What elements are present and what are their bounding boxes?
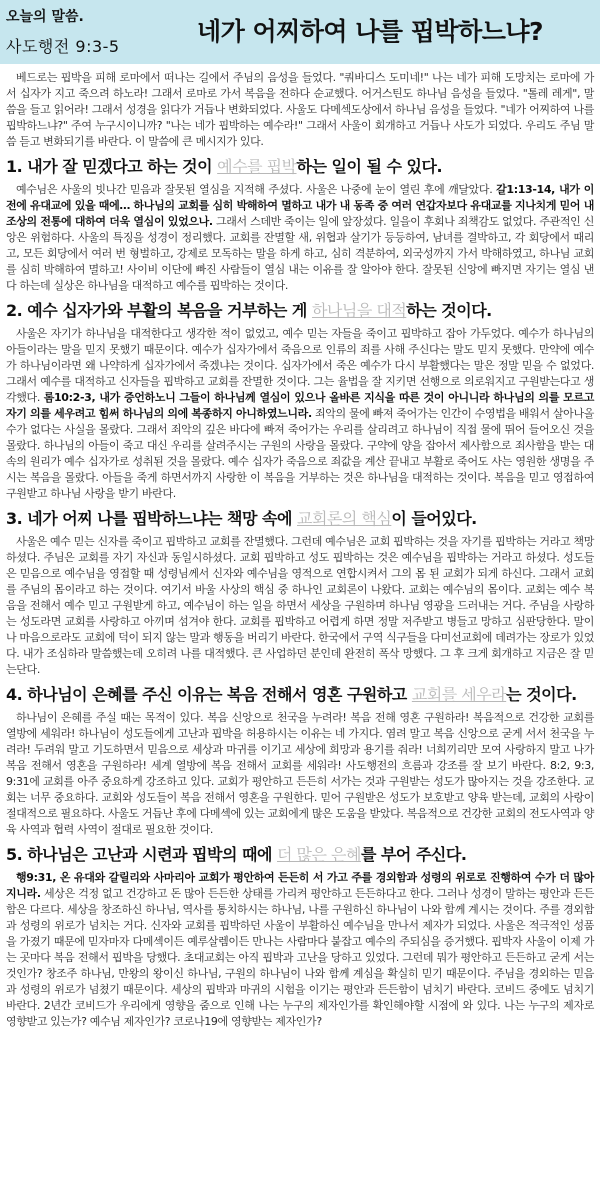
section-2-text-end: 죄악의 물에 빠져 죽어가는 인간이 수영법을 배워서 살아나올 수가 없다는 사실을 몰랐다. 그래서 죄악의 깊은 바다에 빠져 죽어가는 우리를 살리려고 하나님이 직접 물에 뛰어 들어오신 것을 몰랐다. 하나님의 아들이 죽고 대신 우리를 살려주시는 구원의 사랑을 몰랐다. 구약에 양을 잡아서 제사함으로 죄사함을 받는 대속의 원리가 예수 십자가로 성취된 것을 몰랐다. 예수 십자가 죽음으로 죄값을 계산 끝내고 부활로 죽어도 사는 영원한 생명을 주시는 복음을 몰랐다. 아들을 죽게 하면서까지 사랑한 이 복음을 거부하는 것은 하나님을 대적하는 것이다. 복음을 믿고 영접하여 구원받고 하나님 사랑을 받기 바란다. xyxy=(6,407,595,500)
section-4-heading-text: 4. 하나님이 은혜를 주신 이유는 복음 전해서 영혼 구원하고 xyxy=(6,685,412,704)
section-5-scripture-quote: 행9:31, 온 유대와 갈릴리와 사마리아 교회가 평안하여 든든히 서 가고 주를 경외함과 성령의 위로로 진행하여 수가 더 많아지니라. xyxy=(6,871,594,900)
section-3-text: 사울은 예수 믿는 신자를 죽이고 핍박하고 교회를 잔멸했다. 그런데 예수님은 교회 핍박하는 것을 자기를 핍박하는 거라고 책망하셨다. 주님은 교회를 자기 자신과 동일시하셨다. 교회 핍박하고 성도 핍박하는 것은 예수님을 핍박하는 거라고 하셨다. 성도들은 믿음으로 예수님을 영접할 때 성령님께서 신자와 예수님을 영적으로 연합시켜서 그의 몸 된 교회가 되게 하신다. 그래서 교회를 주님의 몸이라고 하는 것이다. 여기서 바울 사상의 핵심 중 하나인 교회론이 나왔다. 교회는 예수님의 몸이다. 교회는 예수 복음을 전해서 예수 믿고 구원받게 하고, 예수님이 하는 일을 하면서 세상을 구원하며 하나님 영광을 드러내는 거다. 주님을 사랑하는 성도라면 교회를 사랑하고 아끼며 섬겨야 한다. 교회를 핍박하고 어렵게 하면 정말 저주받고 병들고 망하고 심판당한다. 말이나 마음으로라도 교회에 덕이 되지 않는 말과 행동을 버리기 바란다. 한국에서 구역 식구들을 다미선교회에 데려가는 장로가 있었다. 내가 조심하라 말씀했는데 오히려 나를 대적했다. 큰 사업하던 분인데 완전히 폭삭 망했다. 그 후 크게 회개하고 지금은 잘 믿는단다. xyxy=(6,535,594,676)
section-3-heading-highlight: 교회론의 핵심 xyxy=(297,509,392,528)
section-2-heading-text: 2. 예수 십자가와 부활의 복음을 거부하는 게 xyxy=(6,301,312,320)
section-2-text-start: 사울은 자기가 하나님을 대적한다고 생각한 적이 없었고, 예수 믿는 자들을 죽이고 핍박하고 잡아 가두었다. 예수가 하나님의 아들이라는 말을 믿지 못했기 때문이다. 예수가 십자가에서 죽음으로 인류의 죄를 사해 주신다는 말도 믿지 못했다. 만약에 예수가 하나님이라면 왜 나약하게 십자가에서 죽겠냐는 것이다. 십자가에서 죽은 예수가 다시 부활했다는 말은 정말 믿을 수 없었다. 그래서 예수를 대적하고 신자들을 핍박하고 교회를 잔멸한 것이다. 그는 율법을 잘 지키면 선행으로 의로워지고 구원받는다고 생각했다. xyxy=(6,327,594,404)
section-5-heading-highlight: 더 많은 은혜 xyxy=(276,845,361,864)
section-4-text: 하나님이 은혜를 주실 때는 목적이 있다. 복음 신앙으로 천국을 누려라! 복음 전해 영혼 구원하라! 복음적으로 건강한 교회를 열방에 세워라! 하나님이 성도들에게 고난과 핍박을 허용하시는 이유는 네 가지다. 염려 말고 복음 신앙으로 굳게 서서 천국을 누려라! 두려워 말고 기도하면서 믿음으로 세상과 마귀를 이기고 세상에 희망과 용기를 줘라! 너희끼리만 모여 사랑하지 말고 나가 복음 전해서 영혼을 구원하라! 세계 열방에 복음 전해서 교회를 세워라! 사도행전의 흐름과 강조를 잘 보기 바란다. 8:2, 9:3, 9:31에 교회를 아주 중요하게 강조하고 있다. 교회가 평안하고 든든히 서가는 것과 구원받는 성도가 많아지는 것을 강조한다. 교회는 너무 중요하다. 교회와 성도들이 복음 전해서 영혼을 구원한다. 믿어 구원받은 성도가 보호받고 양육 받는데, 교회의 사랑이 절대적으로 필요하다. 사울도 거듭난 후에 다메섹에 있는 교회에게 많은 도움을 받았다. 복음적으로 건강한 교회의 전도사역과 양육 사역과 협력 사역이 절대로 필요한 것이다. xyxy=(6,711,594,836)
section-2-scripture-quote: 롬10:2-3, 내가 증언하노니 그들이 하나님께 열심이 있으나 올바른 지식을 따른 것이 아니니라 하나님의 의를 모르고 자기 의를 세우려고 힘써 하나님의 의에 복종하지 아니하였느니라. xyxy=(6,391,594,420)
todays-word-label: 오늘의 말씀. xyxy=(6,9,84,25)
section-1-heading-tail: 하는 일이 될 수 있다. xyxy=(296,157,443,176)
section-1-heading-highlight: 예수를 핍박 xyxy=(217,157,297,176)
intro-paragraph: 베드로는 핍박을 피해 로마에서 떠나는 길에서 주님의 음성을 들었다. "쿼바디스 도미네!" 나는 네가 피해 도망치는 로마에 가서 십자가 지고 죽으려 하노라! 그래서 로마로 가서 복음을 전하다 순교했다. 어거스틴도 하나님 음성을 들었다. "톨레 레게", 말씀을 들고 읽어라! 그래서 성경을 읽다가 거듭나 변화되었다. 사울도 다메섹도상에서 하나님 음성을 들었다. "네가 어찌하여 나를 핍박하느냐?" 주여 누구시이니까? "나는 네가 핍박하는 예수라!" 그래서 사울이 회개하고 거듭나 사도가 되었다. 우리도 주님 말씀 듣고 변화되기를 바란다. 이 말씀에 큰 메시지가 있다. xyxy=(6,71,594,148)
section-1-text-end: 그래서 스데반 죽이는 일에 앞장섰다. 일을이 후회나 죄책감도 없었다. 주관적인 신앙은 위험하다. 사울의 특징을 성경이 정리했다. 교회를 잔멸할 새, 위협과 살기가 등등하여, 남녀를 결박하고, 각 회당에서 때리고, 모든 회당에서 여러 번 형벌하고, 강제로 모독하는 말을 하게 하고, 심히 격분하여, 외국성까지 가서 박해하였고, 하나님 교회를 심히 박해하여 멸하고! 사이비 이단에 빠진 사람들이 열심 내는 이유를 잘 알아야 한다. 잘못된 신앙에 빠지면 자기는 열심 낸다 하는데 실상은 하나님을 대적하고 예수를 핍박하는 것이다. xyxy=(6,215,594,292)
section-3-heading-text: 3. 네가 어찌 나를 핍박하느냐는 책망 속에 xyxy=(6,509,297,528)
section-5-heading-tail: 를 부어 주신다. xyxy=(360,845,467,864)
section-1-heading-text: 1. 내가 잘 믿겠다고 하는 것이 xyxy=(6,157,218,176)
section-5-text: 세상은 걱정 없고 건강하고 돈 많아 든든한 상태를 가리켜 평안하고 든든하다고 한다. 그러나 성경이 말하는 평안과 든든함은 다르다. 세상을 창조하신 하나님, 역사를 통치하시는 하나님, 나를 구원하신 하나님이 나와 함께 계시는 것이다. 주를 경외함과 성령의 위로가 넘치는 거다. 신자와 교회를 핍박하던 사울이 부활하신 예수님을 만나서 제자가 되었다. 사울은 적극적인 성품을 가졌기 때문에 믿자마자 다메섹이든 예루살렘이든 만나는 사람마다 붙잡고 예수의 주되심을 증거했다. 핍박자 사울이 이제 가는 곳마다 복음 전해서 핍박을 당했다. 초대교회는 아직 핍박과 고난을 당하고 있었다. 그런데 뭐가 평안하고 든든하고 굳게 서는 것인가? 창조주 하나님, 만왕의 왕이신 하나님, 구원의 하나님이 나와 함께 계심을 확실히 믿기 때문이다. 주님을 경외하는 믿음과 성령의 위로가 넘쳤기 때문이다. 세상의 핍박과 마귀의 시험을 이기는 평안과 든든함이 넘치기 바란다. 코비드 중에도 넘치기 바란다. 2년간 코비드가 우리에게 영향을 줌으로 인해 나는 누구의 제자인가를 확인해야할 시점에 와 있다. 나는 누구의 제자로 영향받고 있는가? 예수님 제자인가? 코로나19에 영향받는 제자인가? xyxy=(6,887,594,1028)
section-4-heading-highlight: 교회를 세우라 xyxy=(411,685,507,704)
section-2-heading-highlight: 하나님을 대적 xyxy=(311,301,407,320)
section-2-heading xyxy=(6,300,594,322)
section-2-paragraph xyxy=(6,326,594,502)
header-banner xyxy=(0,0,600,64)
section-3-heading xyxy=(6,508,594,530)
sermon-title: 네가 어찌하여 나를 핍박하느냐? xyxy=(196,17,544,46)
section-5-heading-text: 5. 하나님은 고난과 시련과 핍박의 때에 xyxy=(6,845,277,864)
sermon-body xyxy=(6,70,594,1030)
section-1-text-start: 예수님은 사울의 빗나간 믿음과 잘못된 열심을 지적해 주셨다. 사울은 나중에 눈이 열린 후에 깨달았다. xyxy=(16,183,497,196)
section-1-paragraph xyxy=(6,182,594,294)
section-1-scripture-quote: 갈1:13-14, 내가 이전에 유대교에 있을 때에… 하나님의 교회를 심히 박해하여 멸하고 내가 내 동족 중 여러 연갑자보다 유대교를 지나치게 믿어 내 조상의 전통에 대하여 더욱 열심이 있었으나. xyxy=(6,183,594,228)
section-5-paragraph xyxy=(6,870,594,1030)
section-3-paragraph xyxy=(6,534,594,678)
scripture-reference: 사도행전 9:3-5 xyxy=(6,37,120,56)
section-4-heading xyxy=(6,684,594,706)
section-5-heading xyxy=(6,844,594,866)
section-2-heading-tail: 하는 것이다. xyxy=(406,301,492,320)
section-3-heading-tail: 이 들어있다. xyxy=(391,509,477,528)
section-4-paragraph xyxy=(6,710,594,838)
section-1-heading xyxy=(6,156,594,178)
section-4-heading-tail: 는 것이다. xyxy=(506,685,577,704)
